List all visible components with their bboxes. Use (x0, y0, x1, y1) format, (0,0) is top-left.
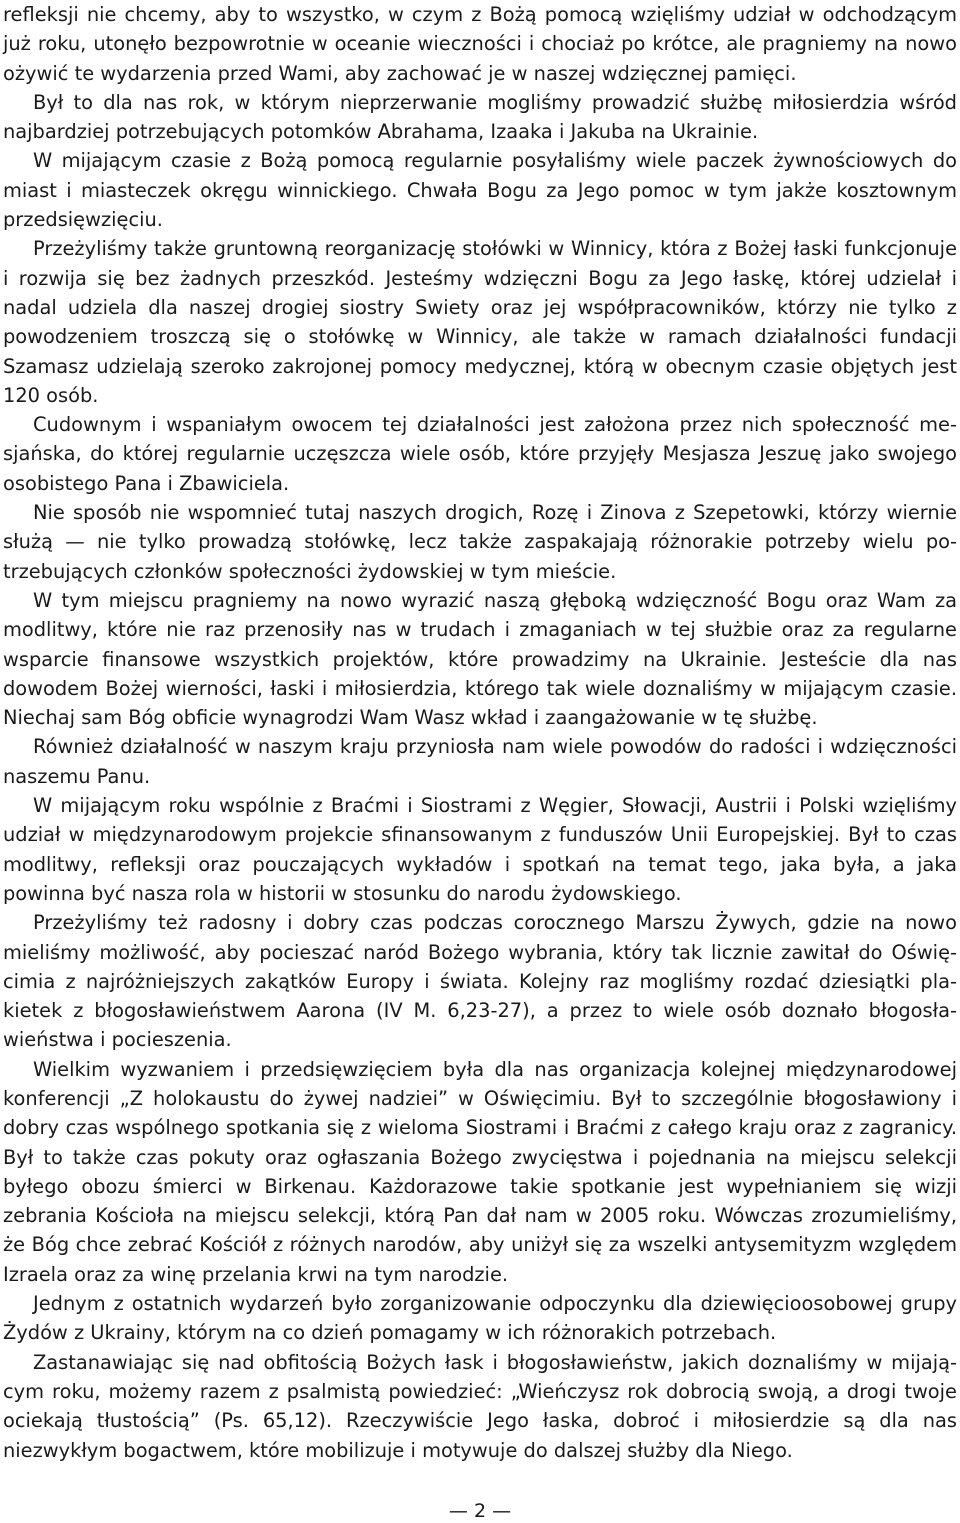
paragraph-11: Wielkim wyzwaniem i przedsięwzięciem była dla nas organizacja kolejnej międzynarodowej konferencji „Z holokaustu do żywej nadziei” w Oświęcimiu. Był to szczególnie błogosławiony i dobry czas wspólnego spotkania się z wieloma Siostrami i Braćmi z całego kraju oraz z zagranicy. Był to także czas pokuty oraz ogłaszania Bożego zwycięstwa i pojednania na miejscu selekcji byłego obozu śmierci w Birkenau. Każdorazowe takie spotkanie jest wypełnianiem się wizji zebrania Kościoła na miejscu selekcji, którą Pan dał nam w 2005 roku. Wówczas zrozumieliśmy, że Bóg chce zebrać Kościół z różnych narodów, aby uniżył się za wszelki antysemityzm względem Izraela oraz za winę przelania krwi na tym narodzie. (3, 1057, 957, 1286)
paragraph-5: Cudownym i wspaniałym owocem tej działalności jest założona przez nich społeczność mesjańska, do której regularnie uczęszcza wiele osób, które przyjęły Mesjasza Jeszuę jako swojego osobistego Pana i Zbawiciela. (3, 413, 957, 495)
paragraph-3: W mijającym czasie z Bożą pomocą regularnie posyłaliśmy wiele paczek żywnościowych do miast i miasteczek okręgu winnickiego. Chwała Bogu za Jego pomoc w tym jakże kosztownym przedsięwzięciu. (3, 149, 957, 232)
paragraph-10: Przeżyliśmy też radosny i dobry czas podczas corocznego Marszu Żywych, gdzie na nowo mieliśmy możliwość, aby pocieszać naród Bożego wybrania, który tak licznie zawitał do Oświęcimia z najróżniejszych zakątków Europy i świata. Kolejny raz mogliśmy rozdać dziesiątki plakietek z błogosławieństwem Aarona (IV M. 6,23-27), a przez to wiele osób doznało błogosławieństwa i pocieszenia. (3, 911, 957, 1052)
page-number: — 2 — (448, 1500, 512, 1522)
paragraph-13: Zastanawiając się nad obfitością Bożych łask i błogosławieństw, jakich doznaliśmy w mijającym roku, możemy razem z psalmistą powiedzieć: „Wieńczysz rok dobrocią swoją, a drogi twoje ociekają tłustością” (Ps. 65,12). Rzeczywiście Jego łaska, dobroć i miłosierdzie są dla nas niezwykłym bogactwem, które mobilizuje i motywuje do dalszej służby dla Niego. (3, 1350, 957, 1462)
paragraph-12: Jednym z ostatnich wydarzeń było zorganizowanie odpoczynku dla dziewięcioosobowej grupy Żydów z Ukrainy, którym na co dzień pomagamy w ich różnorakich potrzebach. (3, 1292, 957, 1345)
paragraph-7: W tym miejscu pragniemy na nowo wyrazić naszą głęboką wdzięczność Bogu oraz Wam za modlitwy, które nie raz przenosiły nas w trudach i zmaganiach w tej służbie oraz za regularne wsparcie finansowe wszystkich projektów, które prowadzimy na Ukrainie. Jesteście dla nas dowodem Bożej wierności, łaski i miłosierdzia, którego tak wiele doznaliśmy w mijającym czasie. Niechaj sam Bóg obficie wynagrodzi Wam Wasz wkład i zaangażowanie w tę służbę. (3, 588, 957, 730)
paragraph-6: Nie sposób nie wspomnieć tutaj naszych drogich, Rozę i Zinova z Szepetowki, którzy wiernie służą — nie tylko prowadzą stołówkę, lecz także zaspakajają różnorakie potrzeby wielu potrzebujących członków społeczności żydowskiej w tym mieście. (3, 501, 957, 583)
document-body (3, 0, 957, 1465)
paragraph-4: Przeżyliśmy także gruntowną reorganizację stołówki w Winnicy, która z Bożej łaski funkcjonuje i rozwija się bez żadnych przeszkód. Jesteśmy wdzięczni Bogu za Jego łaskę, której udzielał i nadal udziela dla naszej drogiej siostry Swiety oraz jej współpracowników, którzy nie tylko z powodzeniem troszczą się o stołówkę w Winnicy, ale także w ramach działalności fundacji Szamasz udzielają szeroko zakrojonej pomocy medycznej, którą w obecnym czasie objętych jest 120 osób. (3, 237, 957, 407)
paragraph-1: refleksji nie chcemy, aby to wszystko, w czym z Bożą pomocą wzięliśmy udział w odchodzącym już roku, utonęło bezpowrotnie w oceanie wieczności i chociaż po krótce, ale pragniemy na nowo ożywić te wydarzenia przed Wami, aby zachować je w naszej wdzięcznej pamięci. (3, 3, 957, 85)
paragraph-8: Również działalność w naszym kraju przyniosła nam wiele powodów do radości i wdzięczności naszemu Panu. (3, 735, 957, 788)
paragraph-2: Był to dla nas rok, w którym nieprzerwanie mogliśmy prowadzić służbę miłosierdzia wśród najbardziej potrzebujących potomków Abrahama, Izaaka i Jakuba na Ukrainie. (3, 90, 957, 144)
paragraph-9: W mijającym roku wspólnie z Braćmi i Siostrami z Węgier, Słowacji, Austrii i Polski wzięliśmy udział w międzynarodowym projekcie sfinansowanym z funduszów Unii Europejskiej. Był to czas modlitwy, refleksji oraz pouczających wykładów i spotkań na temat tego, jaka była, a jaka powinna być nasza rola w historii w stosunku do narodu żydowskiego. (3, 794, 957, 905)
